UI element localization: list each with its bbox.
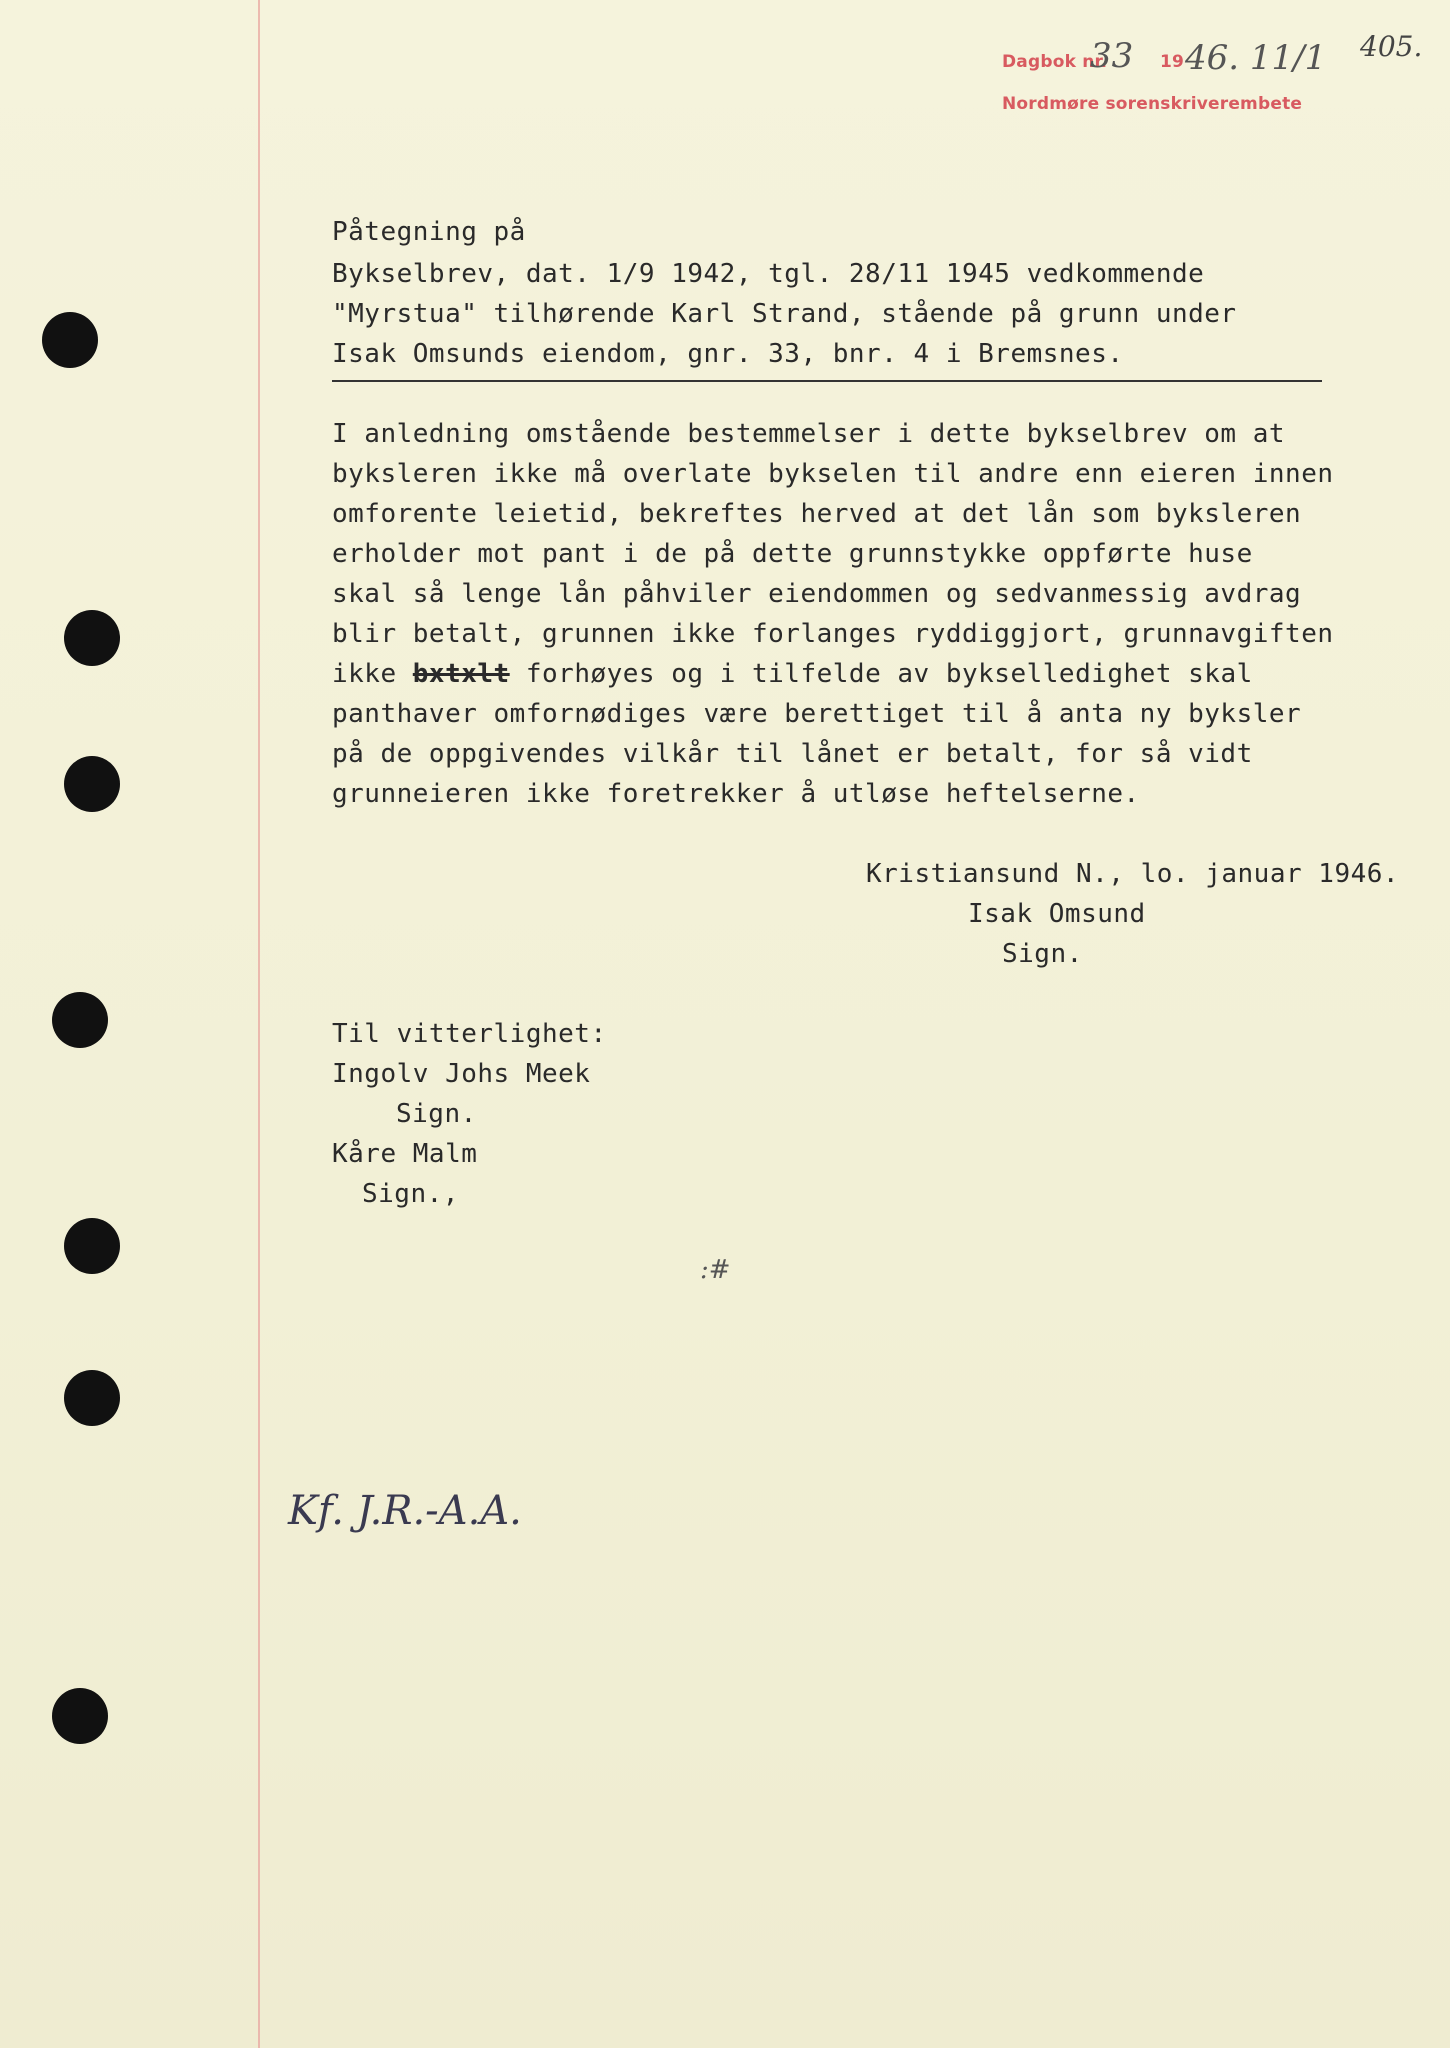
body-line: panthaver omfornødiges være berettiget til å anta ny byksler xyxy=(332,699,1302,729)
stamp-diary-label: Dagbok nr. xyxy=(1002,52,1108,72)
heading-line: "Myrstua" tilhørende Karl Strand, stående på grunn under xyxy=(332,299,1237,329)
heading-line: Bykselbrev, dat. 1/9 1942, tgl. 28/11 1945 vedkommende xyxy=(332,259,1205,289)
signatory-name: Isak Omsund xyxy=(968,899,1146,929)
place-date: Kristiansund N., lo. januar 1946. xyxy=(866,859,1400,889)
witness-title: Til vitterlighet: xyxy=(332,1019,607,1049)
punch-hole xyxy=(52,992,108,1048)
witness-name: Ingolv Johs Meek xyxy=(332,1059,591,1089)
body-line: omforente leietid, bekreftes herved at det lån som byksleren xyxy=(332,499,1302,529)
heading-line: Påtegning på xyxy=(332,217,526,247)
body-line: I anledning omstående bestemmelser i dette bykselbrev om at xyxy=(332,419,1286,449)
witness-sign: Sign. xyxy=(396,1099,477,1129)
witness-name: Kåre Malm xyxy=(332,1139,478,1169)
stamp-year-prefix: 19 xyxy=(1160,52,1185,72)
body-text: forhøyes og i tilfelde av bykselledighet skal xyxy=(509,659,1253,689)
signatory-sign: Sign. xyxy=(1002,939,1083,969)
body-line: skal så lenge lån påhviler eiendommen og sedvanmessig avdrag xyxy=(332,579,1302,609)
clerk-initials: Kf. J.R.-A.A. xyxy=(288,1488,522,1534)
witness-sign: Sign., xyxy=(362,1179,459,1209)
stamp-diary-number: 33 xyxy=(1090,36,1134,76)
folio-number: 405. xyxy=(1360,30,1423,63)
struck-word: bxtxlt xyxy=(412,659,510,689)
punch-hole xyxy=(42,312,98,368)
body-line: på de oppgivendes vilkår til lånet er betalt, for så vidt xyxy=(332,739,1253,769)
punch-hole xyxy=(64,610,120,666)
body-text: ikke xyxy=(332,659,413,689)
body-line xyxy=(332,654,1253,694)
body-line: erholder mot pant i de på dette grunnstykke oppførte huse xyxy=(332,539,1253,569)
punch-hole xyxy=(64,1218,120,1274)
body-line: blir betalt, grunnen ikke forlanges ryddiggjort, grunnavgiften xyxy=(332,619,1334,649)
body-line: byksleren ikke må overlate bykselen til andre enn eieren innen xyxy=(332,459,1334,489)
ink-mark: :# xyxy=(700,1255,731,1285)
punch-hole xyxy=(64,1370,120,1426)
stamp-date: 46. 11/1 xyxy=(1185,38,1327,78)
heading-rule xyxy=(332,380,1322,382)
punch-hole xyxy=(64,756,120,812)
body-line: grunneieren ikke foretrekker å utløse heftelserne. xyxy=(332,779,1140,809)
heading-line: Isak Omsunds eiendom, gnr. 33, bnr. 4 i Bremsnes. xyxy=(332,339,1124,369)
margin-line xyxy=(258,0,260,2048)
stamp-office: Nordmøre sorenskriverembete xyxy=(1002,94,1303,114)
punch-hole xyxy=(52,1688,108,1744)
